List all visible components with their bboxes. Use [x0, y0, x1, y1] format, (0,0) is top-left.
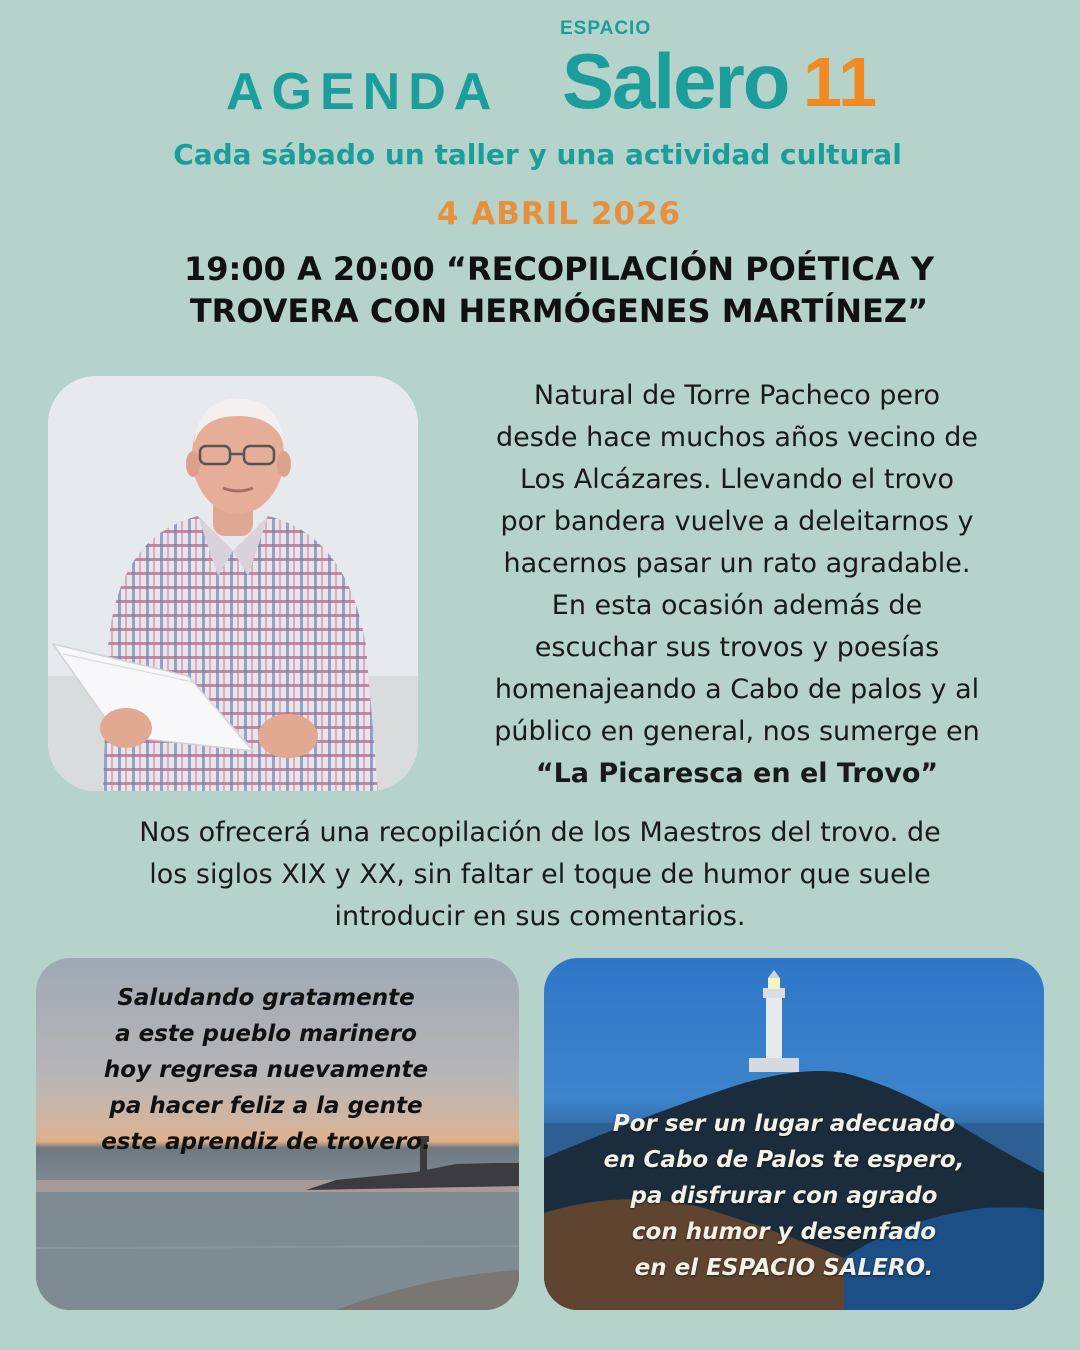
verse-left	[56, 980, 476, 1160]
bio-line: por bandera vuelve a deleitarnos y	[500, 506, 974, 537]
verse-right	[564, 1106, 1004, 1286]
intro-line: los siglos XIX y XX, sin faltar el toque de humor que suele	[149, 859, 931, 890]
bio-line: En esta ocasión además de	[551, 590, 923, 621]
verse-line: Por ser un lugar adecuado	[612, 1111, 956, 1137]
bio-line: Natural de Torre Pacheco pero	[533, 380, 941, 411]
intro-text	[60, 812, 1020, 938]
tagline: Cada sábado un taller y una actividad cultural	[173, 138, 902, 171]
event-date: 4 ABRIL 2026	[436, 196, 682, 232]
verse-line: hoy regresa nuevamente	[103, 1057, 429, 1083]
sunset-beach-photo	[36, 958, 519, 1310]
verse-line: pa disfrurar con agrado	[630, 1183, 938, 1209]
bio-line: homenajeando a Cabo de palos y al	[494, 674, 980, 705]
intro-line: Nos ofrecerá una recopilación de los Maestros del trovo. de	[139, 817, 941, 848]
logo-agenda-text: AGENDA	[226, 63, 500, 121]
verse-line: en Cabo de Palos te espero,	[603, 1147, 965, 1173]
event-title	[0, 248, 1080, 332]
verse-line: este aprendiz de trovero.	[101, 1129, 431, 1155]
bio-line: escuchar sus trovos y poesías	[534, 632, 940, 663]
verse-line: Saludando gratamente	[117, 985, 415, 1011]
logo-salero-text: Salero	[562, 37, 789, 125]
verse-line: en el ESPACIO SALERO.	[634, 1255, 934, 1281]
logo-espacio-text: ESPACIO	[560, 18, 652, 39]
bio-line: desde hace muchos años vecino de	[495, 422, 979, 453]
bio-highlight: “La Picaresca en el Trovo”	[535, 758, 939, 789]
bio-line: Los Alcázares. Llevando el trovo	[519, 464, 954, 495]
logo-eleven-text: 11	[803, 43, 877, 121]
bio-line: hacernos pasar un rato agradable.	[503, 548, 971, 579]
verse-line: con humor y desenfado	[631, 1219, 937, 1245]
event-title-line-2: TROVERA CON HERMÓGENES MARTÍNEZ”	[189, 292, 929, 330]
verse-line: pa hacer feliz a la gente	[109, 1093, 423, 1119]
intro-line: introducir en sus comentarios.	[334, 901, 746, 932]
lighthouse-photo	[544, 958, 1044, 1310]
portrait-photo	[48, 376, 418, 791]
bio-text	[462, 375, 1012, 795]
portrait-illustration	[48, 376, 418, 791]
verse-line: a este pueblo marinero	[115, 1021, 417, 1047]
event-title-line-1: 19:00 A 20:00 “RECOPILACIÓN POÉTICA Y	[184, 250, 934, 288]
bio-line: público en general, nos sumerge en	[494, 716, 980, 747]
